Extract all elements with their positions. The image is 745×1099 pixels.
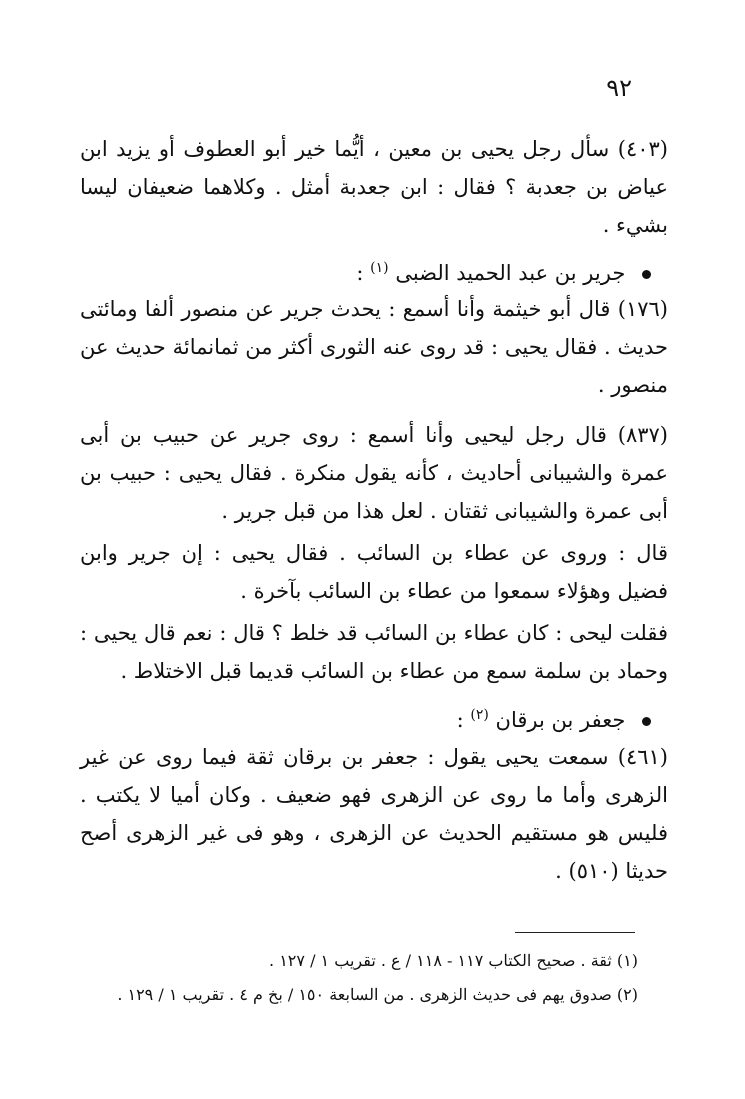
heading-suffix: : — [456, 708, 464, 732]
paragraph-text: قال : وروى عن عطاء بن السائب . فقال يحيى : إن جرير وابن فضيل وهؤلاء سمعوا من عطاء بن السائب بآخرة . — [80, 541, 668, 603]
footnote-divider — [515, 932, 635, 933]
paragraph-176 — [80, 290, 668, 404]
heading-text: جرير بن عبد الحميد الضبى — [395, 261, 626, 285]
heading-suffix: : — [356, 261, 364, 285]
heading-text: جعفر بن برقان — [495, 708, 626, 732]
bullet-icon — [642, 717, 651, 726]
bullet-icon — [642, 270, 651, 279]
paragraph-text: (٨٣٧) قال رجل ليحيى وأنا أسمع : روى جرير عن حبيب بن أبى عمرة والشيبانى أحاديث ، كأنه يقول منكرة . فقال يحيى : حبيب بن أبى عمرة والشيبانى ثقتان . لعل هذا من قبل جرير . — [80, 423, 668, 523]
paragraph-text: (١٧٦) قال أبو خيثمة وأنا أسمع : يحدث جرير عن منصور ألفا ومائتى حديث . فقال يحيى : قد روى عنه الثورى أكثر من ثمانمائة حديث عن منصور . — [80, 297, 668, 397]
paragraph-461 — [80, 738, 668, 890]
paragraph-qala — [80, 534, 668, 610]
footnote-ref: (١) — [370, 260, 389, 276]
footnotes — [78, 944, 638, 1012]
heading-jafar — [457, 696, 651, 739]
paragraph-text: (٤٦١) سمعت يحيى يقول : جعفر بن برقان ثقة فيما روى عن غير الزهرى وأما ما روى عن الزهرى فهو ضعيف . وكان أميا لا يكتب . فليس هو مستقيم الحديث عن الزهرى ، وهو فى غير الزهرى أصح حديثا (٥١٠) . — [80, 745, 668, 883]
heading-jarir — [356, 249, 651, 292]
paragraph-faqultu — [80, 614, 668, 690]
paragraph-text: فقلت ليحى : كان عطاء بن السائب قد خلط ؟ قال : نعم قال يحيى : وحماد بن سلمة سمع من عطاء بن السائب قديما قبل الاختلاط . — [80, 621, 668, 683]
paragraph-837 — [80, 416, 668, 530]
paragraph-403 — [80, 130, 668, 244]
footnote-2: (٢) صدوق يهم فى حديث الزهرى . من السابعة ١٥٠ / بخ م ٤ . تقريب ١ / ١٢٩ . — [117, 985, 638, 1004]
paragraph-text: (٤٠٣) سأل رجل يحيى بن معين ، أيُّما خير أبو العطوف أو يزيد ابن عياض بن جعدبة ؟ فقال : ابن جعدبة أمثل . وكلاهما ضعيفان ليسا بشيء . — [80, 137, 668, 237]
footnote-1: (١) ثقة . صحيح الكتاب ١١٧ - ١١٨ / ع . تقريب ١ / ١٢٧ . — [269, 951, 638, 970]
footnote-ref: (٢) — [470, 707, 489, 723]
page-number: ٩٢ — [606, 74, 632, 102]
